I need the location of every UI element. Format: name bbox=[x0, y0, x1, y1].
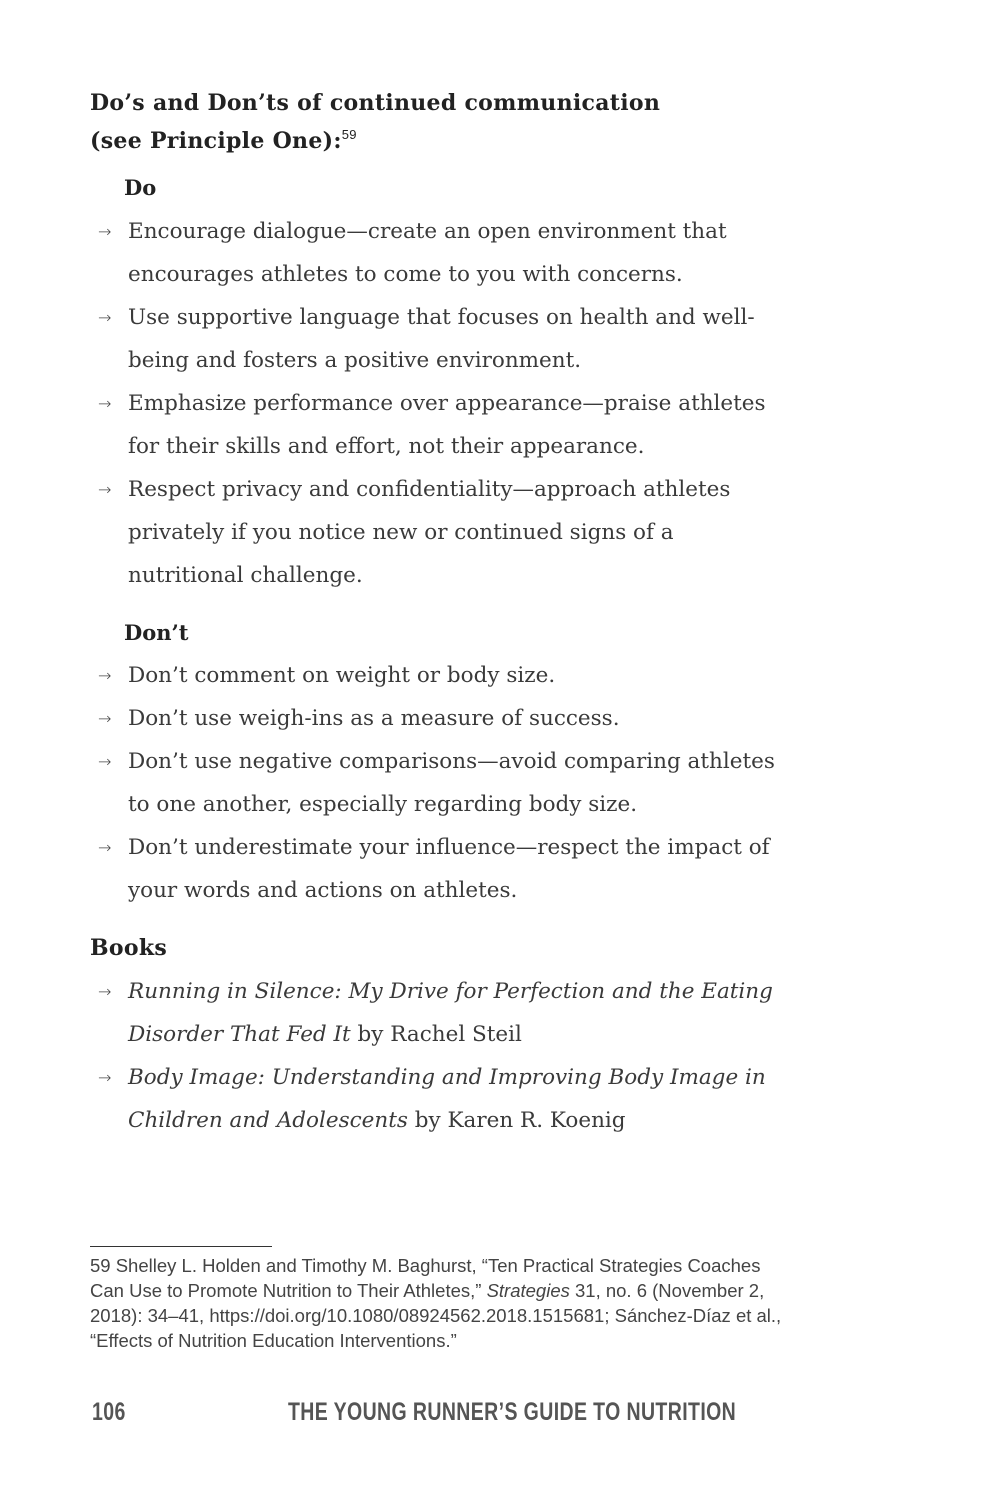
book-author: by Rachel Steil bbox=[350, 1022, 522, 1047]
list-item-text: Respect privacy and confidentiality—approach athletes bbox=[128, 477, 731, 502]
page-number: 106 bbox=[92, 1398, 126, 1426]
footnote-ref[interactable]: 59 bbox=[341, 127, 357, 142]
arrow-icon: → bbox=[98, 394, 112, 413]
list-item bbox=[98, 740, 898, 826]
list-item bbox=[98, 296, 898, 382]
list-item-text: your words and actions on athletes. bbox=[128, 878, 518, 903]
arrow-icon: → bbox=[98, 982, 112, 1001]
section-heading bbox=[90, 90, 660, 116]
arrow-icon: → bbox=[98, 666, 112, 685]
footnote-divider bbox=[90, 1246, 272, 1247]
book-title: Disorder That Fed It bbox=[128, 1022, 351, 1047]
footnote-line: 31, no. 6 (November 2, bbox=[569, 1280, 765, 1301]
footnote bbox=[90, 1253, 781, 1353]
section-heading-line-2 bbox=[90, 127, 357, 154]
list-item-text: being and fosters a positive environment. bbox=[128, 348, 582, 373]
list-item bbox=[98, 210, 898, 296]
book-item bbox=[98, 970, 898, 1056]
list-item bbox=[98, 654, 898, 697]
footnote-line: 2018): 34–41, https://doi.org/10.1080/08924562.2018.1515681; Sánchez-Díaz et al., bbox=[90, 1305, 782, 1326]
book-title: Body Image: Understanding and Improving Body Image in bbox=[128, 1065, 766, 1090]
dont-list bbox=[98, 654, 898, 912]
dont-heading: Don’t bbox=[124, 620, 189, 645]
running-footer-title: THE YOUNG RUNNER’S GUIDE TO NUTRITION bbox=[288, 1398, 737, 1426]
footnote-line: “Effects of Nutrition Education Interventions.” bbox=[90, 1330, 457, 1351]
list-item bbox=[98, 382, 898, 468]
list-item-text: Encourage dialogue—create an open environment that bbox=[128, 219, 727, 244]
do-heading: Do bbox=[124, 175, 157, 200]
arrow-icon: → bbox=[98, 838, 112, 857]
book-title: Running in Silence: My Drive for Perfection and the Eating bbox=[128, 979, 773, 1004]
book-author: by Karen R. Koenig bbox=[407, 1108, 626, 1133]
arrow-icon: → bbox=[98, 480, 112, 499]
list-item bbox=[98, 826, 898, 912]
book-title: Children and Adolescents bbox=[128, 1108, 408, 1133]
journal-title: Strategies bbox=[486, 1280, 570, 1301]
arrow-icon: → bbox=[98, 1068, 112, 1087]
list-item-text: Use supportive language that focuses on health and well- bbox=[128, 305, 755, 330]
list-item bbox=[98, 697, 898, 740]
footnote-line: Can Use to Promote Nutrition to Their Athletes,” bbox=[90, 1280, 487, 1301]
list-item-text: to one another, especially regarding body size. bbox=[128, 792, 638, 817]
arrow-icon: → bbox=[98, 752, 112, 771]
list-item-text: Don’t use negative comparisons—avoid comparing athletes bbox=[128, 749, 775, 774]
list-item-text: privately if you notice new or continued signs of a bbox=[128, 520, 674, 545]
books-list bbox=[98, 970, 898, 1142]
book-item bbox=[98, 1056, 898, 1142]
list-item-text: encourages athletes to come to you with concerns. bbox=[128, 262, 683, 287]
list-item-text: for their skills and effort, not their appearance. bbox=[128, 434, 645, 459]
heading-line-1: Do’s and Don’ts of continued communication bbox=[90, 90, 661, 116]
list-item-text: nutritional challenge. bbox=[128, 563, 363, 588]
arrow-icon: → bbox=[98, 709, 112, 728]
list-item-text: Don’t use weigh-ins as a measure of success. bbox=[128, 706, 620, 731]
books-heading: Books bbox=[90, 935, 168, 961]
list-item bbox=[98, 468, 898, 597]
list-item-text: Don’t underestimate your influence—respect the impact of bbox=[128, 835, 770, 860]
arrow-icon: → bbox=[98, 222, 112, 241]
heading-line-2: (see Principle One): bbox=[90, 128, 342, 154]
list-item-text: Emphasize performance over appearance—praise athletes bbox=[128, 391, 766, 416]
list-item-text: Don’t comment on weight or body size. bbox=[128, 663, 556, 688]
do-list bbox=[98, 210, 898, 597]
arrow-icon: → bbox=[98, 308, 112, 327]
footnote-line: 59 Shelley L. Holden and Timothy M. Baghurst, “Ten Practical Strategies Coaches bbox=[90, 1255, 761, 1276]
